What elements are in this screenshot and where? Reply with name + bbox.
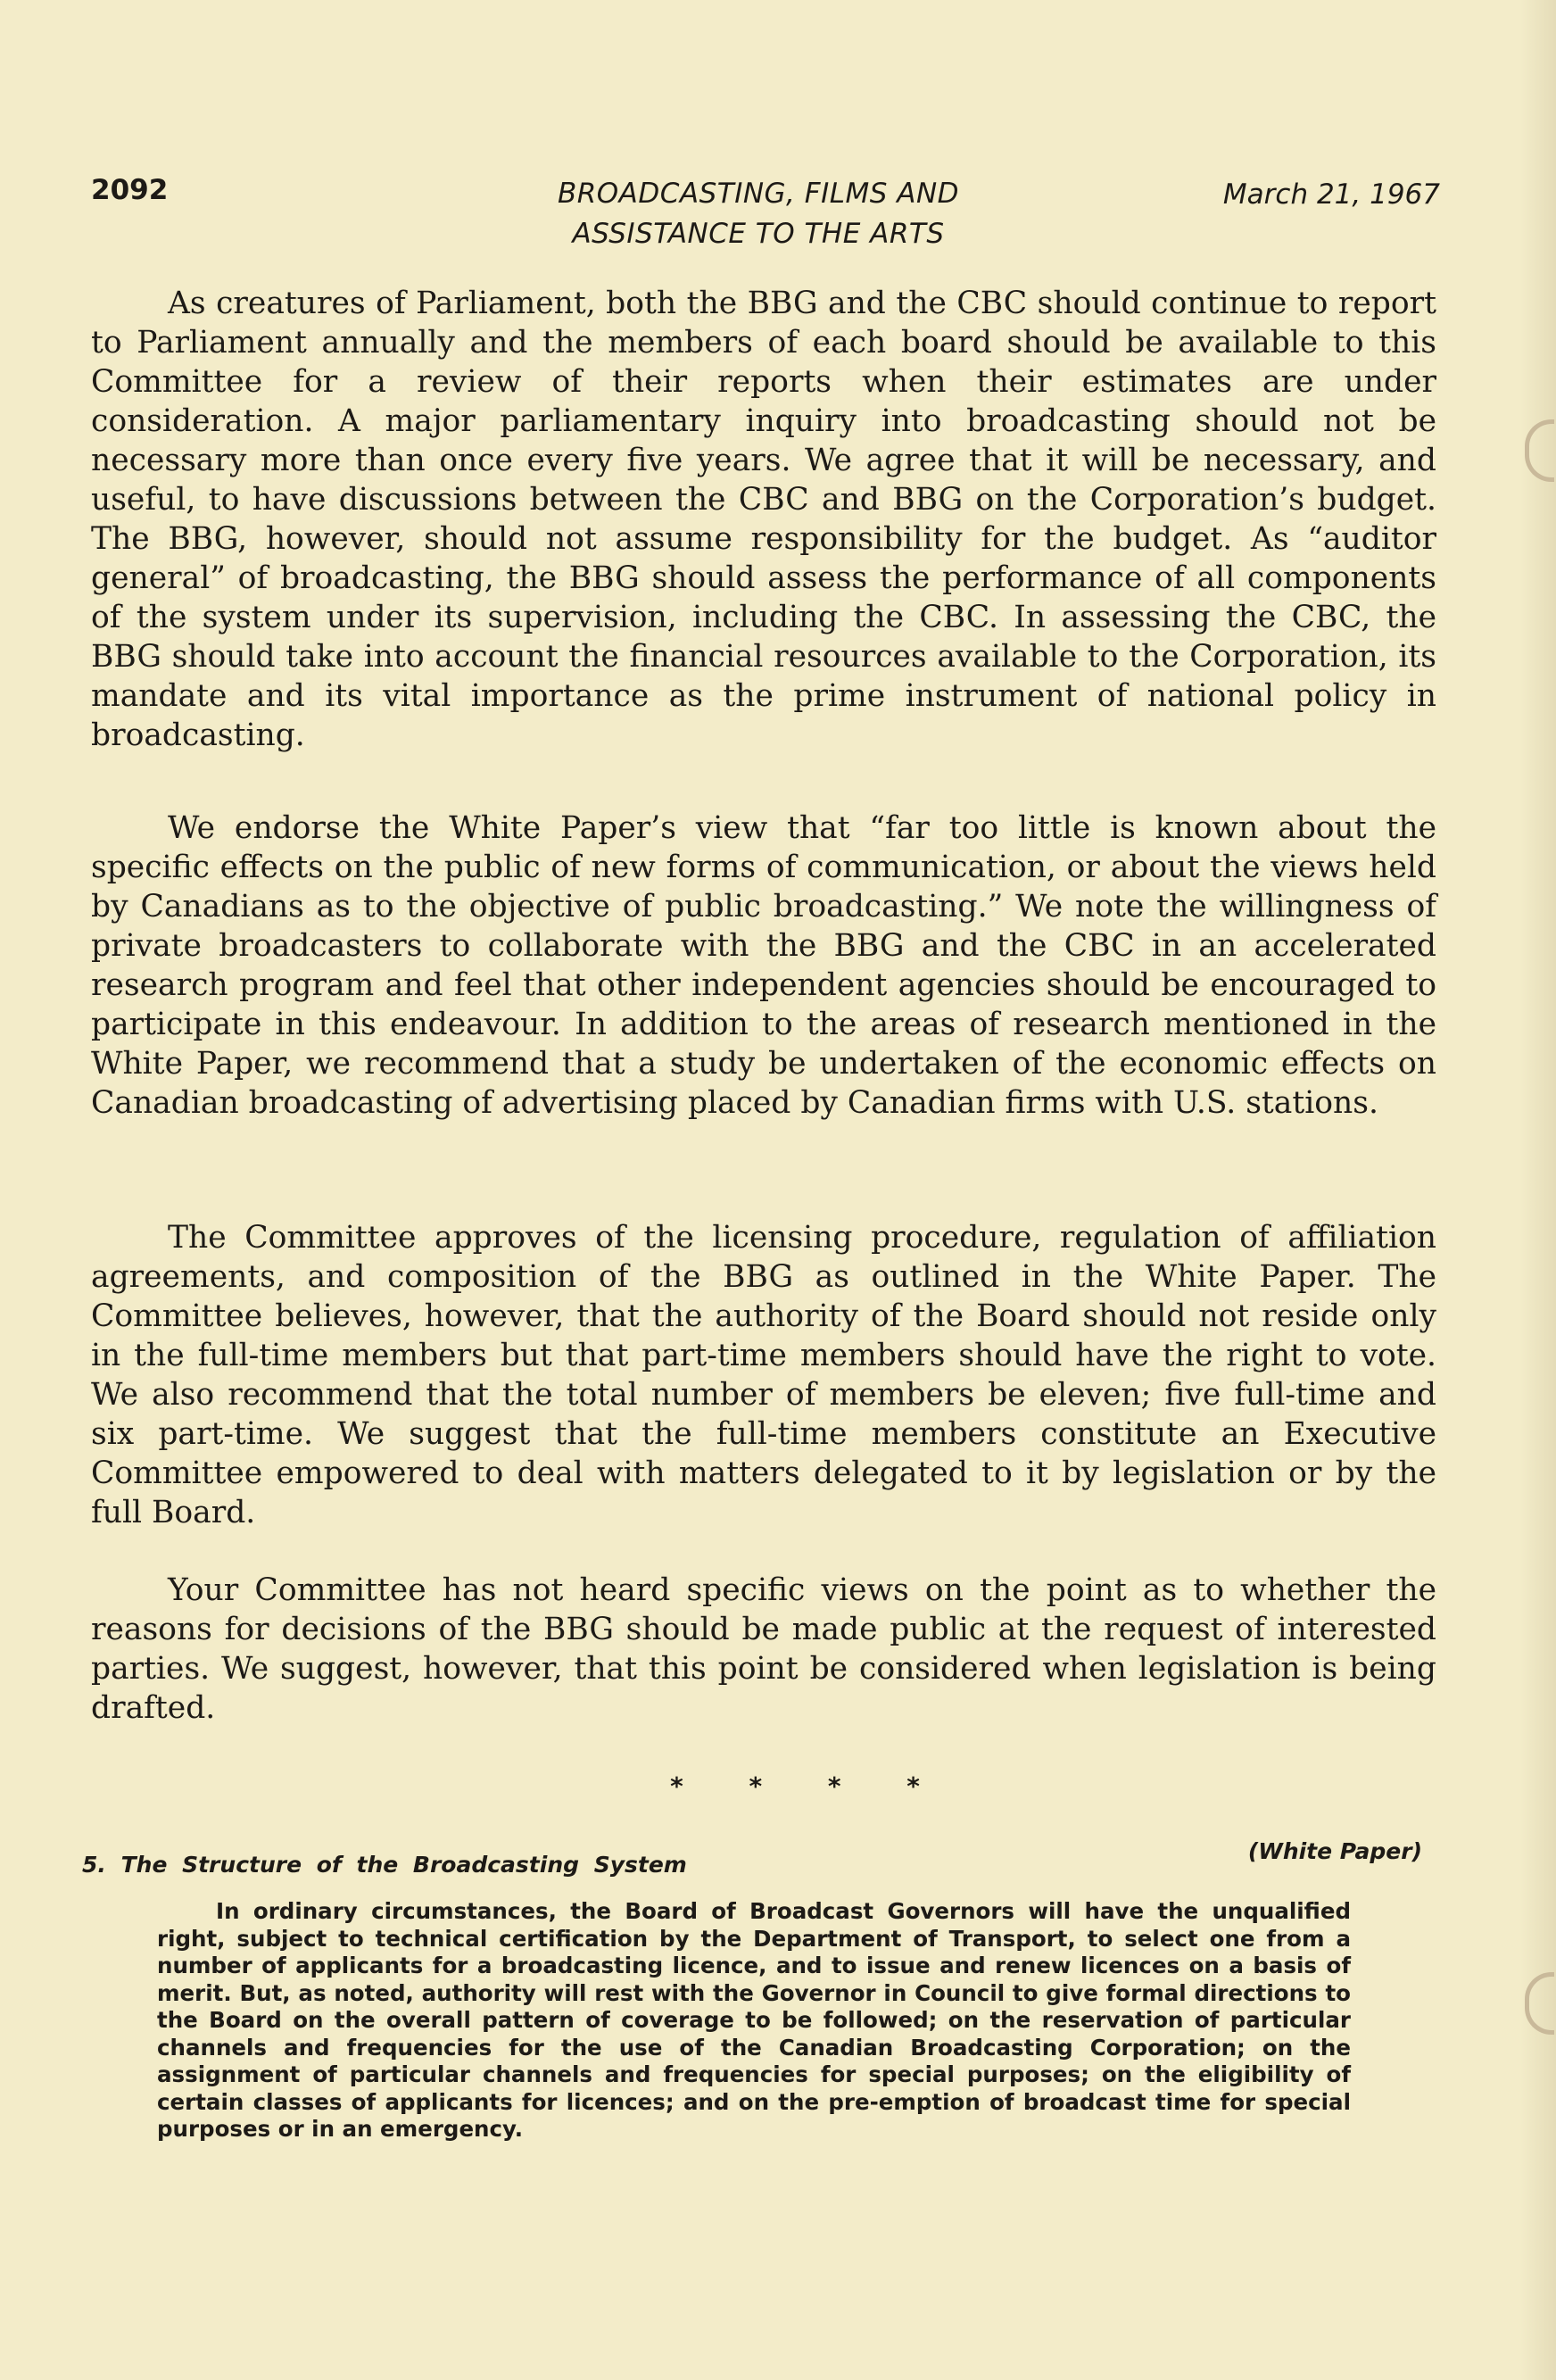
running-title-line-2: ASSISTANCE TO THE ARTS [572, 218, 945, 250]
section-separator: * * * * [670, 1771, 922, 1801]
quoted-excerpt: In ordinary circumstances, the Board of Broadcast Governors will have the unqualified right, subject to technical certification by the Department of Transport, to select one from a number of applicants for a broadcasting licence, and to issue and renew licences on a basis of merit. But, as noted, authority will rest with the Governor in Council to give formal directions to the Board on the overall pattern of coverage to be followed; on the reservation of particular channels and frequencies for the use of the Canadian Broadcasting Corporation; on the assignment of particular channels and frequencies for special purposes; on the eligibility of certain classes of applicants for licences; and on the pre-emption of broadcast time for special purposes or in an emergency. [157, 1898, 1351, 2142]
page-number: 2092 [91, 174, 169, 206]
body-paragraph: As creatures of Parliament, both the BBG and the CBC should continue to report to Parliament annually and the members of each board should be available to this Committee for a review of their reports when their estimates are under consideration. A major parliamentary inquiry into broadcasting should not be necessary more than once every five years. We agree that it will be necessary, and useful, to have discussions between the CBC and BBG on the Corporation’s budget. The BBG, however, should not assume responsibility for the budget. As “auditor general” of broadcasting, the BBG should assess the performance of all components of the system under its supervision, including the CBC. In assessing the CBC, the BBG should take into account the financial resources available to the Corporation, its mandate and its vital importance as the prime instrument of national policy in broadcasting. [91, 286, 1436, 753]
running-header [0, 174, 1556, 254]
section-source-label: (White Paper) [1247, 1838, 1422, 1864]
header-date: March 21, 1967 [1222, 178, 1440, 211]
body-paragraph: We endorse the White Paper’s view that “far too little is known about the specific effects on the public of new forms of communication, or about the views held by Canadians as to the objective of public broadcasting.” We note the willingness of private broadcasters to collaborate with the BBG and the CBC in an accelerated research program and feel that other independent agencies should be encouraged to participate in this endeavour. In addition to the areas of research mentioned in the White Paper, we recommend that a study be undertaken of the economic effects on Canadian broadcasting of advertising placed by Canadian firms with U.S. stations. [91, 810, 1436, 1121]
body-paragraph: Your Committee has not heard specific views on the point as to whether the reasons for decisions of the BBG should be made public at the request of interested parties. We suggest, however, that this point be considered when legislation is being drafted. [91, 1572, 1436, 1726]
body-paragraph: The Committee approves of the licensing procedure, regulation of affiliation agreements, and composition of the BBG as outlined in the White Paper. The Committee believes, however, that the authority of the Board should not reside only in the full-time members but that part-time members should have the right to vote. We also recommend that the total number of members be eleven; five full-time and six part-time. We suggest that the full-time members constitute an Executive Committee empowered to deal with matters delegated to it by legislation or by the full Board. [91, 1220, 1436, 1530]
running-title-line-1: BROADCASTING, FILMS AND [557, 178, 960, 210]
section-heading: 5. The Structure of the Broadcasting System [82, 1852, 687, 1878]
running-title [446, 174, 1071, 254]
